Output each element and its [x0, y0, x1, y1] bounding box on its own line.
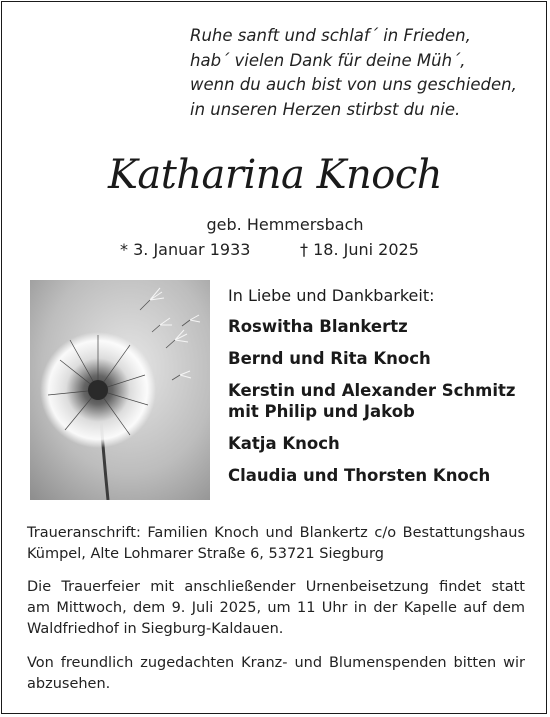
ceremony-line: Die Trauerfeier mit anschließender Urnenbeisetzung findet statt	[27, 579, 525, 595]
thanks-intro: In Liebe und Dankbarkeit:	[228, 286, 435, 305]
mourners-section	[228, 286, 528, 497]
mourner-name: Roswitha Blankertz	[228, 317, 408, 336]
mourning-address	[27, 523, 525, 565]
mourner-name: Kerstin und Alexander Schmitz	[228, 381, 516, 400]
dandelion-photo	[30, 280, 210, 500]
mourner-name-group	[228, 380, 528, 422]
ceremony-line: am Mittwoch, dem 9. Juli 2025, um 11 Uhr in der Kapelle auf dem	[27, 600, 525, 616]
poem-line: wenn du auch bist von uns geschieden,	[190, 75, 517, 94]
ceremony-notice	[27, 577, 525, 640]
deceased-name: Katharina Knoch	[107, 152, 443, 198]
poem-line: in unseren Herzen stirbst du nie.	[190, 99, 461, 119]
mourner-name-continued: mit Philip und Jakob	[228, 402, 415, 421]
dandelion-image	[30, 280, 210, 500]
flower-request	[27, 653, 525, 695]
mourner-name: Katja Knoch	[228, 434, 340, 453]
memorial-poem	[190, 24, 535, 122]
ceremony-line: Waldfriedhof in Siegburg-Kaldauen.	[27, 621, 284, 637]
mourner-name: Bernd und Rita Knoch	[228, 349, 431, 368]
birth-date: * 3. Januar 1933	[120, 240, 251, 259]
request-line: Von freundlich zugedachten Kranz- und Blumenspenden bitten wir	[27, 655, 525, 671]
mourner-name: Claudia und Thorsten Knoch	[228, 466, 491, 485]
maiden-name: geb. Hemmersbach	[206, 215, 364, 234]
death-date: † 18. Juni 2025	[300, 240, 419, 259]
request-line: abzusehen.	[27, 676, 111, 692]
poem-line: Ruhe sanft und schlaf´ in Frieden,	[190, 26, 471, 45]
poem-line: hab´ vielen Dank für deine Müh´,	[190, 50, 466, 70]
address-line: Kümpel, Alte Lohmarer Straße 6, 53721 Siegburg	[27, 546, 384, 562]
address-line: Traueranschrift: Familien Knoch und Blankertz c/o Bestattungshaus	[27, 525, 525, 541]
